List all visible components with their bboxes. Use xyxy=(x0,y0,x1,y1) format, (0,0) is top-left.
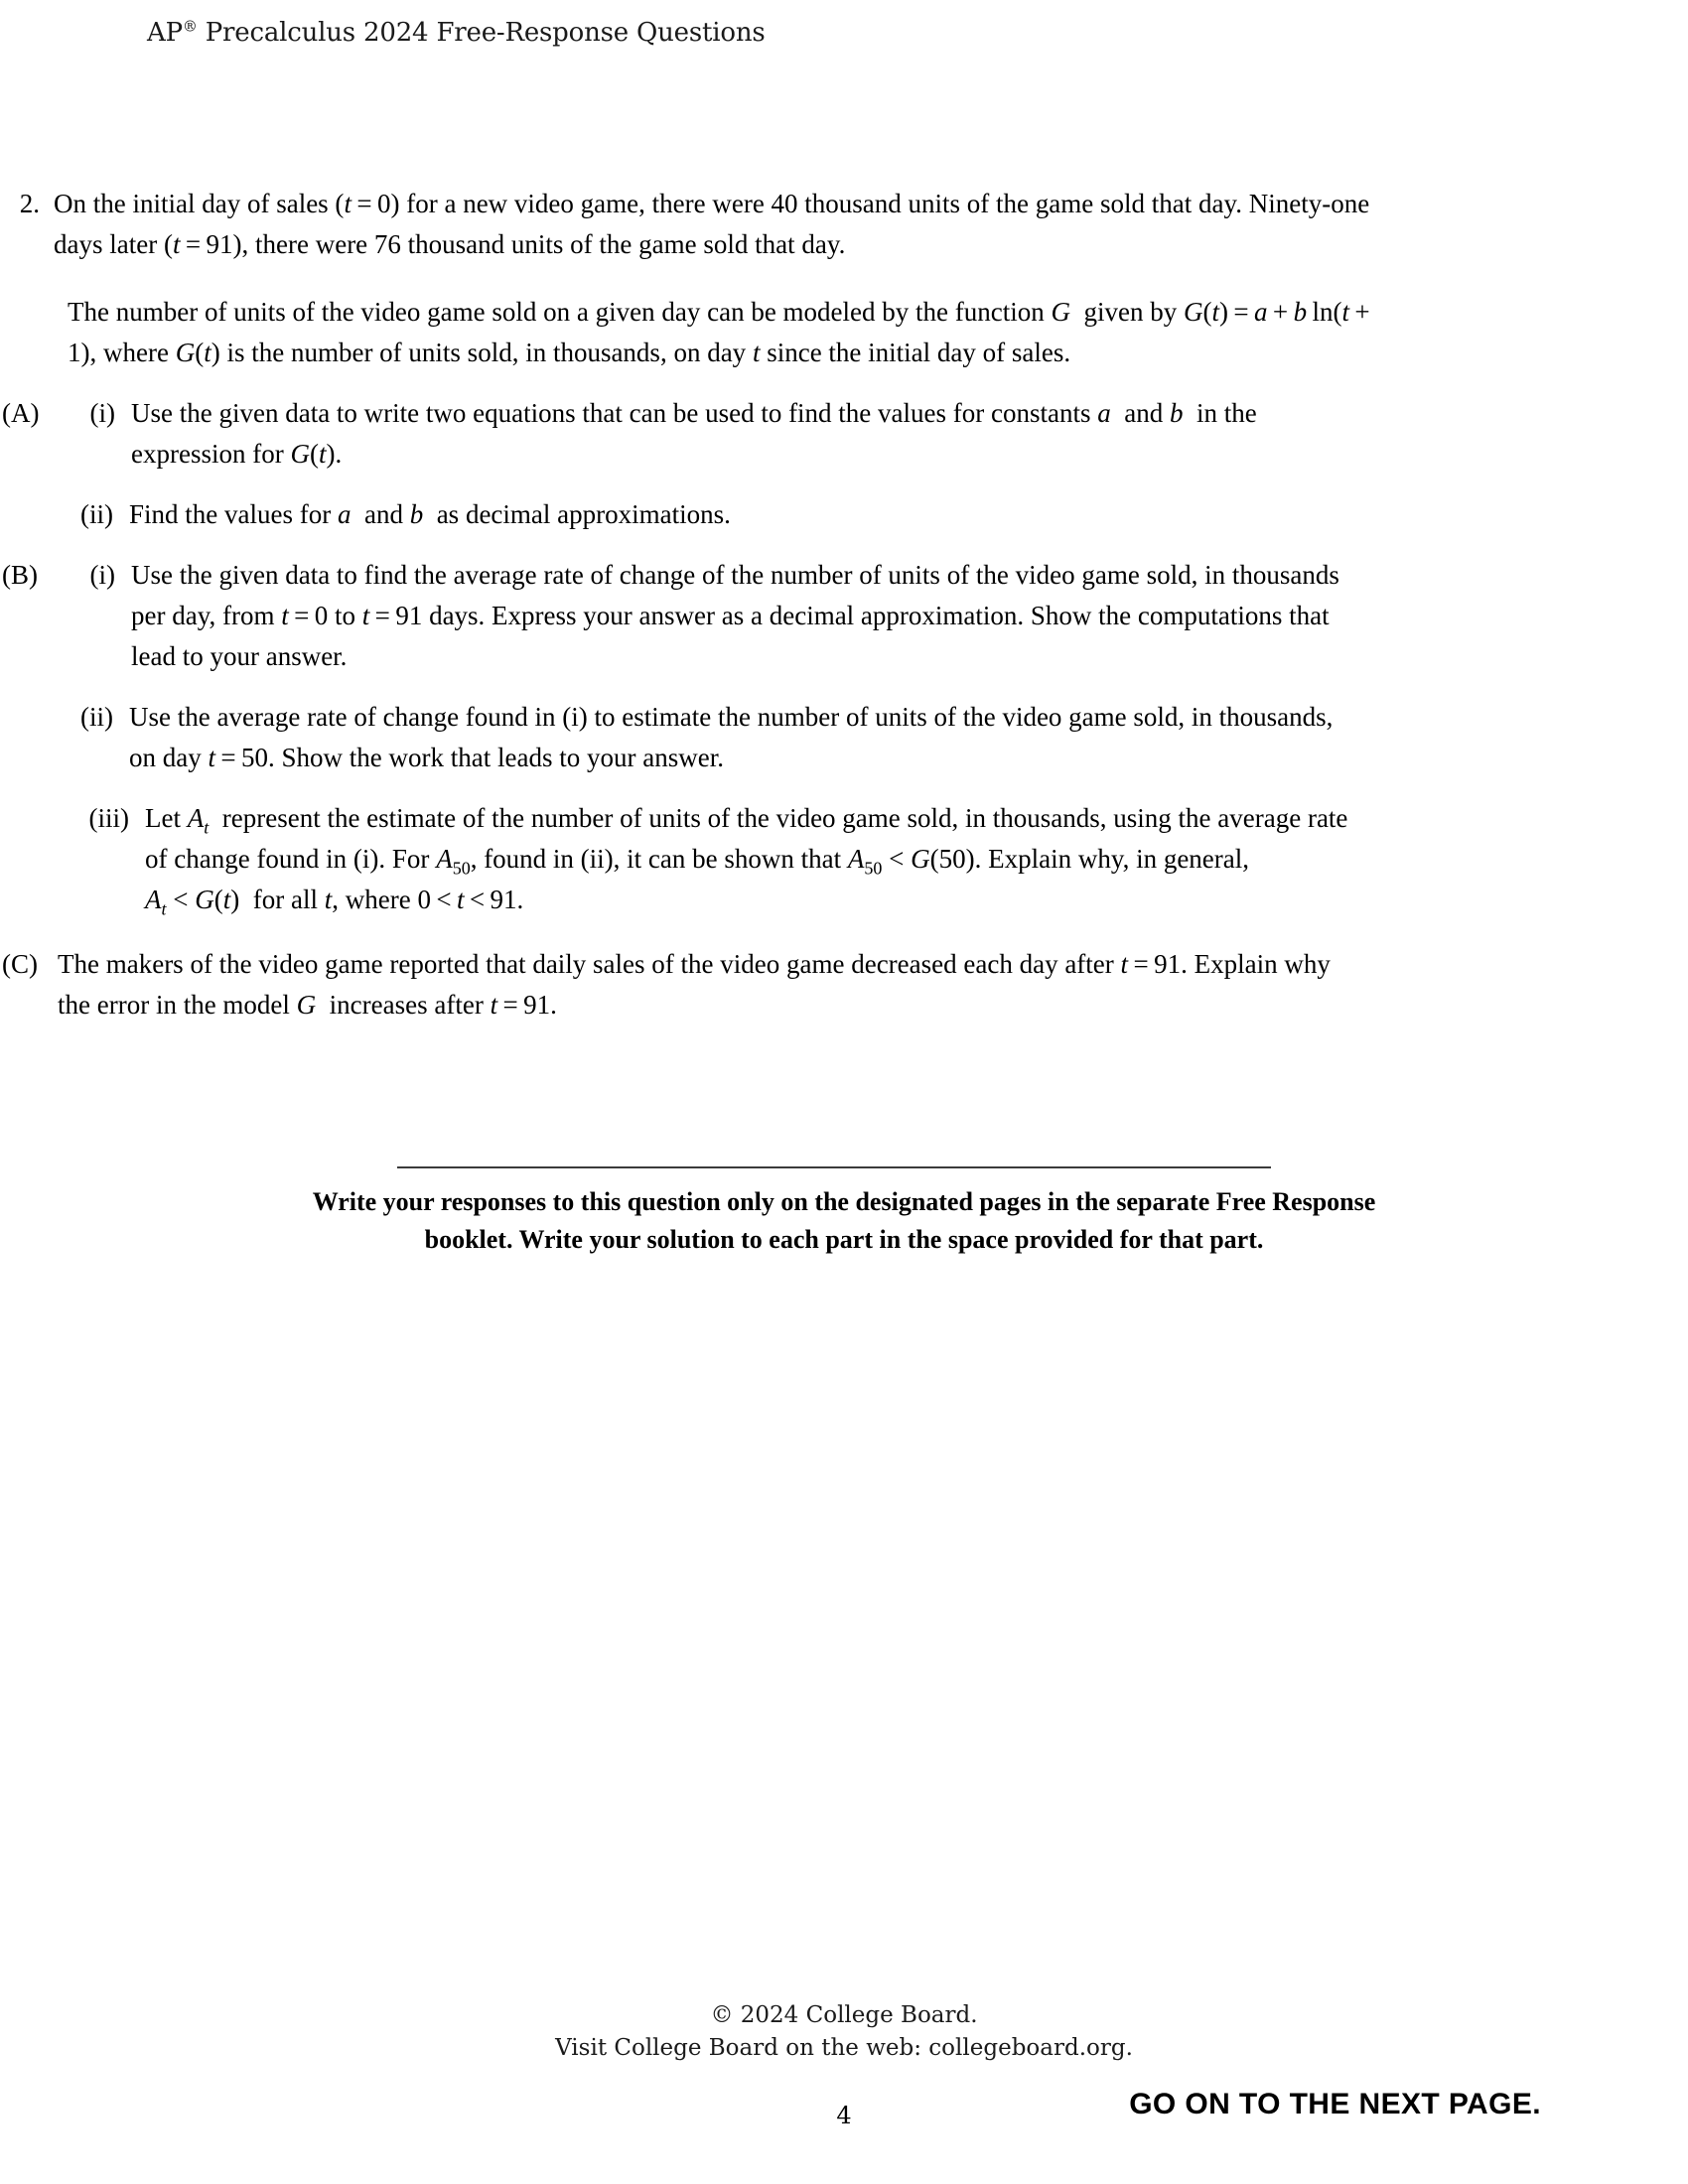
var-b: b xyxy=(1293,297,1308,327)
part-A-item-i xyxy=(0,393,1688,475)
part-B-numeral-iii: (iii) xyxy=(88,803,129,833)
model-paragraph-text: The number of units of the video game sold on a given day can be modeled by the function G given by G(t) = a + b ln(t + 1), where G(t) is the number of units sold, in thousands, on day t since the initial day of sales. xyxy=(68,297,1376,367)
part-B-item-i xyxy=(0,555,1688,677)
part-C-item xyxy=(0,944,1688,1025)
spacer xyxy=(0,265,1688,292)
var-A: A xyxy=(187,803,205,833)
part-B-numeral-ii: (ii) xyxy=(80,702,113,732)
part-A-label: (A) xyxy=(2,398,40,428)
part-A-item-i-text: Use the given data to write two equations that can be used to find the values for constants a and b in the expression for G(t). xyxy=(131,398,1257,469)
question-stem-text: On the initial day of sales (t = 0) for a new video game, there were 40 thousand units of the game sold that day. Ninety-one days later (t = 91), there were 76 thousand units of the game sold that day. xyxy=(54,189,1370,259)
var-a: a xyxy=(1254,297,1268,327)
instruction-line-2: booklet. Write your solution to each part in the space provided for that part. xyxy=(424,1225,1264,1254)
model-paragraph-row xyxy=(0,292,1688,373)
horizontal-rule xyxy=(397,1166,1271,1168)
part-B-item-ii-text: Use the average rate of change found in (i) to estimate the number of units of the video game sold, in thousands, on day t = 50. Show the work that leads to your answer. xyxy=(129,702,1334,772)
header-title-prefix: AP xyxy=(147,18,183,48)
part-B-label: (B) xyxy=(2,560,38,590)
go-on-next-page-notice: GO ON TO THE NEXT PAGE. xyxy=(1129,2088,1541,2120)
visit-website-text: Visit College Board on the web: collegeboard.org. xyxy=(555,2035,1133,2061)
part-A-numeral-ii: (ii) xyxy=(80,499,113,529)
part-C-text: The makers of the video game reported that daily sales of the video game decreased each day after t = 91. Explain why the error in the model G increases after t = 91. xyxy=(58,949,1331,1020)
page-number: 4 xyxy=(836,2102,852,2129)
footer-copyright-block xyxy=(0,1999,1688,2065)
part-B-item-ii xyxy=(0,697,1688,778)
part-A-numeral-i: (i) xyxy=(89,398,115,428)
registered-trademark-icon: ® xyxy=(182,17,198,36)
copyright-text: © 2024 College Board. xyxy=(710,2002,978,2028)
part-B-item-iii xyxy=(0,798,1688,920)
part-A-item-ii-text: Find the values for a and b as decimal approximations. xyxy=(129,499,731,529)
response-instruction xyxy=(199,1183,1489,1259)
instruction-line-1: Write your responses to this question only on the designated pages in the separate Free Response xyxy=(312,1187,1376,1216)
var-G: G xyxy=(1051,297,1070,327)
question-body xyxy=(0,184,1688,1025)
question-stem-row xyxy=(0,184,1688,265)
part-C-label: (C) xyxy=(2,949,38,979)
part-B-item-iii-text: Let $A_t$ represent the estimate of the number of units of the video game sold, in thousands, using the average rate of change found in (i). For $A_{50}$, found in (ii), it can be shown that $A_{50} < G(50)$. Explain why, in general, $A_t < G(t)$ for all t, where 0 < t < 91. xyxy=(145,803,1348,919)
question-number: 2. xyxy=(19,189,40,218)
var-t: t xyxy=(344,189,352,218)
page-header xyxy=(147,18,766,48)
part-B-numeral-i: (i) xyxy=(89,560,115,590)
header-title-rest: Precalculus 2024 Free-Response Questions xyxy=(197,18,766,48)
part-A-item-ii xyxy=(0,494,1688,535)
part-B-item-i-text: Use the given data to find the average rate of change of the number of units of the video game sold, in thousands per day, from t = 0 to t = 91 days. Express your answer as a decimal approximation. Show the computations that lead to your answer. xyxy=(131,560,1339,671)
